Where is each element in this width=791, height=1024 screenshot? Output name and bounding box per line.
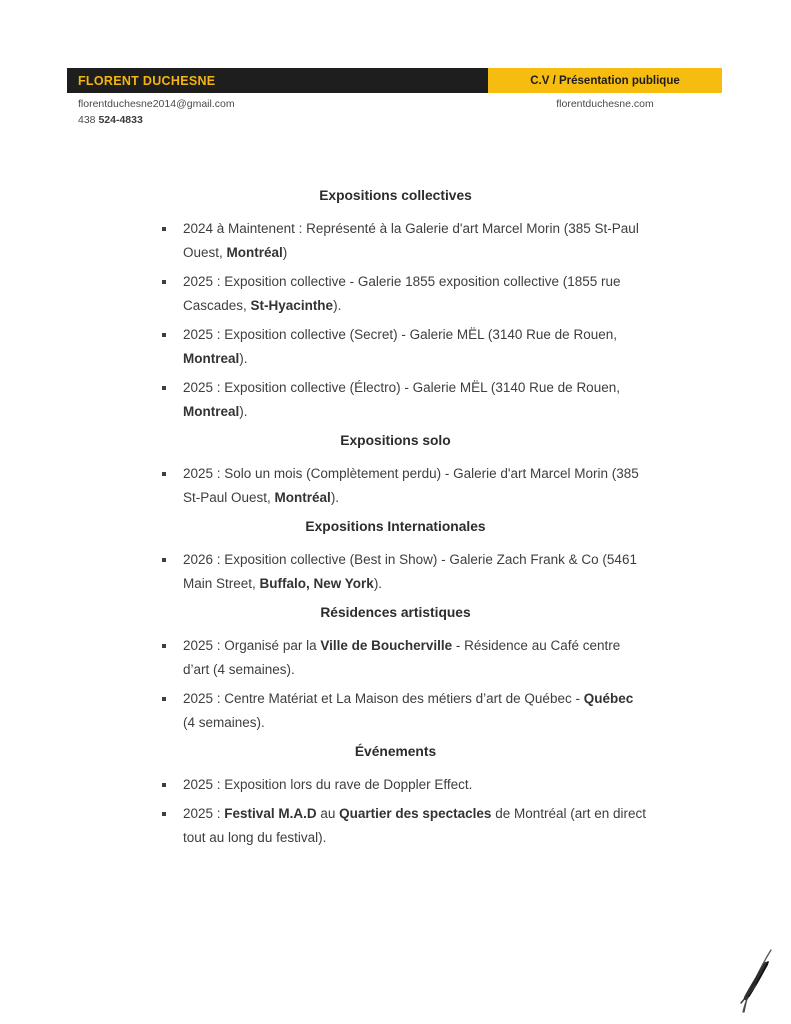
person-name: FLORENT DUCHESNE: [78, 73, 216, 88]
bold-text: Buffalo, New York: [259, 576, 374, 591]
list-item: [160, 323, 648, 371]
section-list: [160, 548, 791, 596]
website-text: florentduchesne.com: [556, 98, 654, 110]
email-text: florentduchesne2014@gmail.com: [78, 98, 235, 110]
list-item: [160, 634, 648, 682]
section-title: Expositions Internationales: [305, 519, 486, 534]
text-run: ).: [239, 404, 248, 419]
section-list: [160, 773, 791, 850]
text-run: ).: [330, 490, 340, 505]
section-title: Événements: [354, 744, 437, 759]
section-title: Expositions collectives: [319, 188, 472, 203]
text-run: - Résidence au Café centre d’art (4 semaines).: [183, 638, 621, 677]
section-list: [160, 462, 791, 510]
section-list: [160, 217, 791, 424]
bold-text: Ville de Boucherville: [320, 638, 453, 653]
list-item: [160, 376, 648, 424]
bold-text: Montreal: [183, 351, 240, 366]
section-title: Expositions solo: [340, 433, 451, 448]
name-bar: [67, 68, 488, 93]
bold-text: Québec: [583, 691, 634, 706]
bold-text: Festival M.A.D: [224, 806, 317, 821]
text-run: 2025 : Exposition collective - Galerie 1855 exposition collective (1855 rue Cascades,: [183, 274, 621, 313]
contact-row: [67, 96, 722, 128]
text-run: (4 semaines).: [183, 715, 265, 730]
list-item: [160, 687, 648, 735]
bold-text: St-Hyacinthe: [250, 298, 334, 313]
text-run: 2025 : Exposition collective (Secret) - Galerie MËL (3140 Rue de Rouen,: [183, 327, 617, 342]
bold-text: Montréal: [274, 490, 331, 505]
text-run: 2025 :: [183, 806, 225, 821]
list-item: [160, 462, 648, 510]
cv-header: [0, 0, 791, 128]
signature-flourish-icon: [729, 946, 775, 1016]
list-item: [160, 802, 648, 850]
cv-sections: [0, 184, 791, 850]
phone-number: 524-4833: [98, 114, 143, 126]
text-run: ).: [373, 576, 383, 591]
section-list: [160, 634, 791, 735]
text-run: 2025 : Organisé par la: [183, 638, 321, 653]
header-bars: [67, 68, 722, 93]
text-run: 2025 : Exposition collective (Électro) - Galerie MËL (3140 Rue de Rouen,: [183, 380, 620, 395]
text-run: 2025 : Exposition lors du rave de Doppler Effect.: [183, 777, 473, 792]
text-run: de Montréal (art en direct tout au long du festival).: [183, 806, 647, 845]
list-item: [160, 548, 648, 596]
list-item: [160, 270, 648, 318]
section-title: Résidences artistiques: [320, 605, 471, 620]
text-run: ): [282, 245, 288, 260]
bold-text: Montréal: [226, 245, 283, 260]
text-run: ).: [239, 351, 248, 366]
text-run: 2024 à Maintenent : Représenté à la Galerie d'art Marcel Morin (385 St-Paul Ouest,: [183, 221, 639, 260]
text-run: au: [316, 806, 340, 821]
phone-text: [78, 112, 235, 128]
text-run: ).: [333, 298, 342, 313]
text-run: 2025 : Solo un mois (Complètement perdu) - Galerie d'art Marcel Morin (385 St-Paul Ouest,: [183, 466, 639, 505]
contact-left: [67, 96, 235, 128]
doc-type-label: C.V / Présentation publique: [530, 74, 680, 87]
text-run: 2026 : Exposition collective (Best in Show) - Galerie Zach Frank & Co (5461 Main Street,: [183, 552, 637, 591]
text-run: 2025 : Centre Matériat et La Maison des métiers d’art de Québec -: [183, 691, 584, 706]
bold-text: Quartier des spectacles: [339, 806, 492, 821]
list-item: [160, 773, 648, 797]
doc-type-bar: [488, 68, 722, 93]
phone-area-code: 438: [78, 114, 96, 126]
bold-text: Montreal: [183, 404, 240, 419]
list-item: [160, 217, 648, 265]
